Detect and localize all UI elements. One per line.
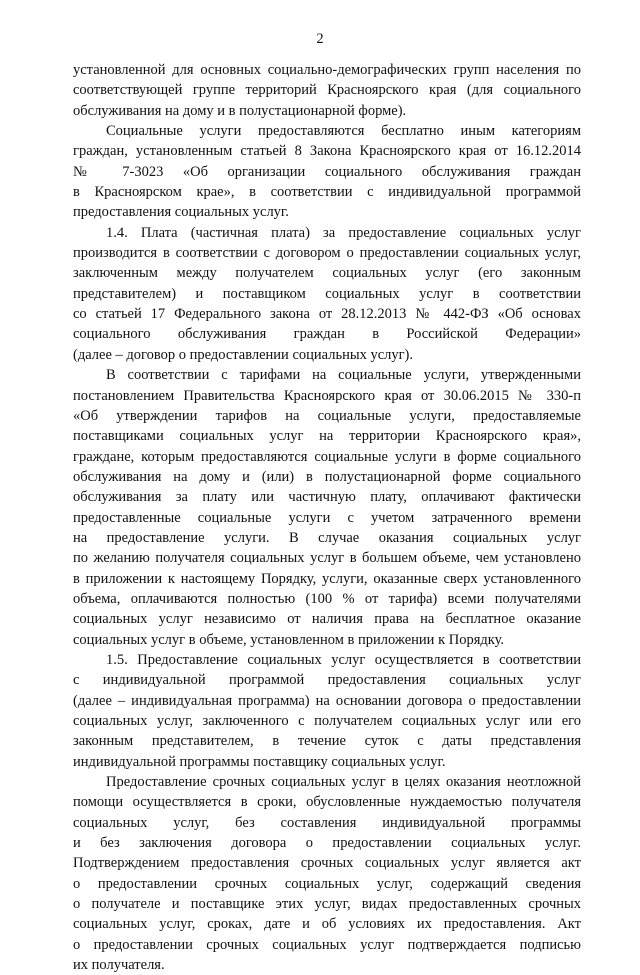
text-line: (далее – договор о предоставлении социальных услуг). bbox=[73, 346, 414, 363]
text-line: социальных услуг, без составления индивидуальной программы bbox=[73, 814, 581, 831]
text-line: социальных услуг независимо от наличия права на бесплатное оказание bbox=[73, 611, 581, 628]
document-body bbox=[73, 60, 581, 975]
text-line: предоставленные социальные услуги с учетом затраченного времени bbox=[73, 509, 581, 526]
text-line: «Об утверждении тарифов на социальные услуги, предоставляемые bbox=[73, 407, 581, 424]
text-line: в Красноярском крае», в соответствии с индивидуальной программой bbox=[73, 184, 581, 201]
text-line: социальных услуг, сроках, дате и об условиях их предоставления. Акт bbox=[73, 916, 581, 933]
text-line: в приложении к настоящему Порядку, услуги, оказанные сверх установленного bbox=[73, 570, 581, 587]
paragraph bbox=[73, 772, 581, 975]
text-line: их получателя. bbox=[73, 957, 165, 974]
text-line: предоставления социальных услуг. bbox=[73, 204, 289, 221]
text-line: соответствующей группе территорий Красноярского края (для социального bbox=[73, 82, 581, 99]
text-line: социальных услуг в объеме, установленном в приложении к Порядку. bbox=[73, 631, 505, 648]
text-line: заключенным между получателем социальных услуг (его законным bbox=[73, 265, 581, 282]
text-line: установленной для основных социально-демографических групп населения по bbox=[73, 62, 581, 78]
text-line: Предоставление срочных социальных услуг в целях оказания неотложной bbox=[106, 774, 581, 791]
text-line: объема, оплачиваются полностью (100 % от тарифа) всеми получателями bbox=[73, 590, 581, 607]
text-line: В соответствии с тарифами на социальные услуги, утвержденными bbox=[106, 367, 581, 384]
page-number: 2 bbox=[316, 31, 324, 47]
text-line: о предоставлении срочных социальных услуг подтверждается подписью bbox=[73, 936, 581, 953]
text-line: о предоставлении срочных социальных услуг, содержащий сведения bbox=[73, 875, 581, 892]
text-line: представителем) и поставщиком социальных услуг в соответствии bbox=[73, 285, 581, 302]
text-line: (далее – индивидуальная программа) на основании договора о предоставлении bbox=[73, 692, 581, 709]
text-line: на предоставление услуги. В случае оказания социальных услуг bbox=[73, 529, 581, 546]
text-line: по желанию получателя социальных услуг в большем объеме, чем установлено bbox=[73, 550, 581, 567]
paragraph bbox=[73, 223, 581, 365]
text-line: Социальные услуги предоставляются бесплатно иным категориям bbox=[106, 123, 581, 140]
text-line: о получателе и поставщике этих услуг, видах предоставленных срочных bbox=[73, 896, 581, 913]
text-line: 1.4. Плата (частичная плата) за предоставление социальных услуг bbox=[106, 224, 581, 241]
text-line: помощи осуществляется в сроки, обусловленные нуждаемостью получателя bbox=[73, 794, 581, 811]
paragraph bbox=[73, 650, 581, 772]
text-line: производится в соответствии с договором о предоставлении социальных услуг, bbox=[73, 245, 581, 262]
text-line: обслуживания на дому и (или) в полустационарной форме социального bbox=[73, 468, 581, 485]
text-line: поставщиками социальных услуг на территории Красноярского края», bbox=[73, 428, 581, 445]
text-line: № 7-3023 «Об организации социального обслуживания граждан bbox=[73, 163, 581, 180]
text-line: со статьей 17 Федерального закона от 28.12.2013 № 442-ФЗ «Об основах bbox=[73, 306, 581, 323]
text-line: с индивидуальной программой предоставления социальных услуг bbox=[73, 672, 581, 689]
text-line: постановлением Правительства Красноярского края от 30.06.2015 № 330-п bbox=[73, 387, 581, 404]
text-line: обслуживания за плату или частичную плату, оплачивают фактически bbox=[73, 489, 581, 506]
text-line: и без заключения договора о предоставлении социальных услуг. bbox=[73, 835, 581, 852]
text-line: граждане, которым предоставляются социальные услуги в форме социального bbox=[73, 448, 581, 465]
text-line: граждан, установленным статьей 8 Закона Красноярского края от 16.12.2014 bbox=[73, 143, 581, 160]
text-line: законным представителем, в течение суток с даты представления bbox=[73, 733, 581, 750]
paragraph bbox=[73, 60, 581, 121]
text-line: социальных услуг, заключенного с получателем социальных услуг или его bbox=[73, 713, 581, 729]
text-line: индивидуальной программы поставщику социальных услуг. bbox=[73, 753, 446, 770]
text-line: 1.5. Предоставление социальных услуг осуществляется в соответствии bbox=[106, 651, 581, 668]
paragraph bbox=[73, 121, 581, 223]
paragraph bbox=[73, 365, 581, 650]
text-line: обслуживания на дому и в полустационарной форме). bbox=[73, 102, 407, 119]
text-line: социального обслуживания граждан в Российской Федерации» bbox=[73, 326, 581, 343]
text-line: Подтверждением предоставления срочных социальных услуг является акт bbox=[73, 855, 581, 872]
